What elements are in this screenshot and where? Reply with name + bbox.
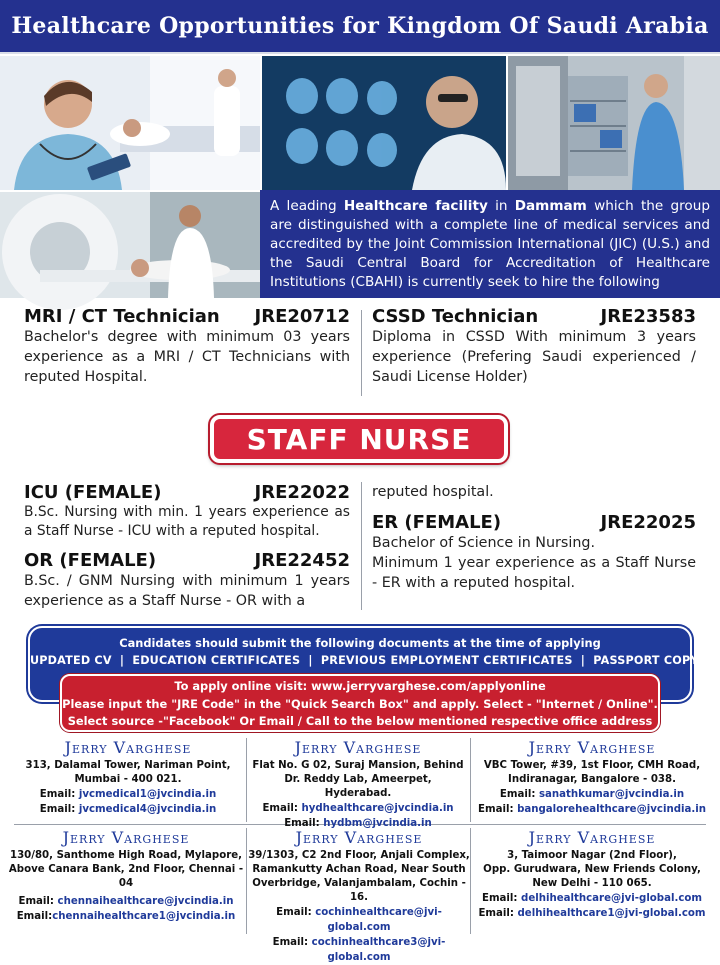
office-col-divider bbox=[470, 738, 471, 822]
email-link[interactable]: delhihealthcare@jvi-global.com bbox=[521, 893, 702, 904]
job-er bbox=[372, 512, 696, 593]
job-or-continued: reputed hospital. bbox=[372, 484, 494, 500]
photo-cssd-technician bbox=[508, 56, 720, 190]
address-line: Above Canara Bank, 2nd Floor, Chennai - 04 bbox=[8, 864, 244, 889]
job-title-row bbox=[24, 550, 350, 571]
address-line: Overbridge, Valanjambalam, Cochin - 16. bbox=[252, 878, 466, 903]
address-line: Indiranagar, Bangalore - 038. bbox=[508, 774, 676, 785]
email-link[interactable]: bangalorehealthcare@jvcindia.in bbox=[517, 804, 706, 815]
staff-nurse-label: STAFF NURSE bbox=[246, 422, 472, 456]
office-chennai bbox=[8, 828, 244, 920]
job-description: B.Sc. Nursing with min. 1 years experience as a Staff Nurse - ICU with a reputed hospital. bbox=[24, 504, 350, 539]
job-title: MRI / CT Technician bbox=[24, 306, 220, 327]
photo-mri-scanner bbox=[0, 192, 260, 298]
brand-name: Jerry Varghese bbox=[528, 828, 656, 847]
apply-line-3: Select source -"Facebook" Or Email / Call to the below mentioned respective office address bbox=[67, 714, 653, 728]
email-line: Email: bangalorehealthcare@jvcindia.in bbox=[478, 804, 706, 815]
job-title: ER (FEMALE) bbox=[372, 512, 502, 533]
office-col-divider bbox=[246, 738, 247, 822]
job-description: Minimum 1 year experience as a Staff Nurse - ER with a reputed hospital. bbox=[372, 555, 696, 591]
documents-list: UPDATED CV | EDUCATION CERTIFICATES | PREVIOUS EMPLOYMENT CERTIFICATES | PASSPORT COPY bbox=[30, 654, 699, 667]
job-code: JRE23583 bbox=[600, 306, 696, 327]
job-title: ICU (FEMALE) bbox=[24, 482, 162, 503]
office-col-divider bbox=[470, 828, 471, 934]
address-line: 313, Dalamal Tower, Nariman Point, bbox=[25, 760, 231, 771]
email-line: Email:chennaihealthcare1@jvcindia.in bbox=[16, 911, 236, 922]
job-title: CSSD Technician bbox=[372, 306, 539, 327]
office-bangalore bbox=[472, 738, 712, 830]
brand-name: Jerry Varghese bbox=[64, 738, 192, 757]
brand-name: Jerry Varghese bbox=[295, 828, 423, 847]
job-code: JRE22022 bbox=[254, 482, 350, 503]
column-divider bbox=[361, 310, 362, 396]
apply-line-1: To apply online visit: www.jerryvarghese.com/applyonline bbox=[174, 679, 546, 693]
photo-nurse-tablet bbox=[0, 56, 260, 190]
apply-line-2: Please input the "JRE Code" in the "Quick Search Box" and apply. Select - "Internet / Online". bbox=[62, 696, 658, 711]
email-line: Email: cochinhealthcare3@jvi-global.com bbox=[272, 937, 446, 963]
email-line: Email: cochinhealthcare@jvi-global.com bbox=[276, 907, 442, 933]
email-link[interactable]: cochinhealthcare3@jvi-global.com bbox=[311, 937, 446, 963]
address-line: 130/80, Santhome High Road, Mylapore, bbox=[9, 850, 242, 861]
job-title: OR (FEMALE) bbox=[24, 550, 157, 571]
column-divider bbox=[361, 482, 362, 610]
job-description: Bachelor of Science in Nursing. bbox=[372, 535, 596, 551]
page-title: Healthcare Opportunities for Kingdom Of Saudi Arabia bbox=[11, 13, 709, 39]
job-title-row bbox=[372, 306, 696, 327]
job-title-row bbox=[24, 306, 350, 327]
job-code: JRE22452 bbox=[254, 550, 350, 571]
email-link[interactable]: chennaihealthcare1@jvcindia.in bbox=[52, 911, 236, 922]
email-line: Email: hydhealthcare@jvcindia.in bbox=[262, 803, 454, 814]
job-code: JRE20712 bbox=[254, 306, 350, 327]
email-line: Email: sanathkumar@jvcindia.in bbox=[499, 789, 685, 800]
email-line: Email: delhihealthcare1@jvi-global.com bbox=[478, 908, 706, 919]
address-line: Mumbai - 400 021. bbox=[74, 774, 182, 785]
address-line: Opp. Gurudwara, New Friends Colony, bbox=[483, 864, 701, 875]
photo-brain-scans bbox=[262, 56, 506, 190]
job-or bbox=[24, 550, 350, 611]
address-line: Dr. Reddy Lab, Ameerpet, Hyderabad. bbox=[284, 774, 432, 799]
job-description: Diploma in CSSD With minimum 3 years experience (Prefering Saudi experienced / Saudi License Holder) bbox=[372, 329, 696, 385]
email-line: Email: hydbm@jvcindia.in bbox=[284, 818, 432, 829]
office-delhi bbox=[472, 828, 712, 920]
email-line: Email: chennaihealthcare@jvcindia.in bbox=[18, 896, 234, 907]
intro-paragraph: A leading Healthcare facility in Dammam which the group are distinguished with a complete line of medical services and accredited by the Joint Commission International (JIC) (U.S.) and the Saudi Central Board for Accreditation of Healthcare Institutions (CBAHI) is currently seek to hire the following bbox=[260, 190, 720, 298]
office-grid bbox=[0, 736, 720, 963]
job-description: Bachelor's degree with minimum 03 years experience as a MRI / CT Technicians with reputed Hospital. bbox=[24, 329, 350, 385]
address-line: New Delhi - 110 065. bbox=[532, 878, 652, 889]
email-link[interactable]: jvcmedical1@jvcindia.in bbox=[78, 789, 217, 800]
email-line: Email: delhihealthcare@jvi-global.com bbox=[481, 893, 702, 904]
brand-name: Jerry Varghese bbox=[528, 738, 656, 757]
email-link[interactable]: jvcmedical4@jvcindia.in bbox=[78, 804, 217, 815]
email-link[interactable]: cochinhealthcare@jvi-global.com bbox=[315, 907, 442, 933]
job-title-row bbox=[372, 512, 696, 533]
email-link[interactable]: chennaihealthcare@jvcindia.in bbox=[57, 896, 234, 907]
job-cssd bbox=[372, 306, 696, 387]
address-line: 3, Taimoor Nagar (2nd Floor), bbox=[507, 850, 677, 861]
job-title-row bbox=[24, 482, 350, 503]
address-line: 39/1303, C2 2nd Floor, Anjali Complex, bbox=[248, 850, 470, 861]
email-line: Email: jvcmedical4@jvcindia.in bbox=[39, 804, 217, 815]
address-line: Ramankutty Achan Road, Near South bbox=[252, 864, 466, 875]
office-cochin bbox=[248, 828, 470, 963]
staff-nurse-banner bbox=[210, 415, 508, 463]
documents-heading: Candidates should submit the following documents at the time of applying bbox=[119, 636, 601, 650]
office-mumbai bbox=[14, 738, 242, 830]
office-hyderabad bbox=[250, 738, 466, 830]
job-mri-ct bbox=[24, 306, 350, 387]
job-description: B.Sc. / GNM Nursing with minimum 1 years experience as a Staff Nurse - OR with a bbox=[24, 573, 350, 609]
email-link[interactable]: hydhealthcare@jvcindia.in bbox=[301, 803, 454, 814]
apply-box bbox=[60, 674, 660, 732]
address-line: Flat No. G 02, Suraj Mansion, Behind bbox=[252, 760, 464, 771]
email-link[interactable]: sanathkumar@jvcindia.in bbox=[538, 789, 685, 800]
email-link[interactable]: delhihealthcare1@jvi-global.com bbox=[517, 908, 706, 919]
address-line: VBC Tower, #39, 1st Floor, CMH Road, bbox=[483, 760, 701, 771]
brand-name: Jerry Varghese bbox=[62, 828, 190, 847]
job-icu bbox=[24, 482, 350, 541]
brand-name: Jerry Varghese bbox=[294, 738, 422, 757]
email-link[interactable]: hydbm@jvcindia.in bbox=[323, 818, 432, 829]
job-code: JRE22025 bbox=[600, 512, 696, 533]
header-bar bbox=[0, 0, 720, 54]
email-line: Email: jvcmedical1@jvcindia.in bbox=[39, 789, 217, 800]
office-col-divider bbox=[246, 828, 247, 934]
